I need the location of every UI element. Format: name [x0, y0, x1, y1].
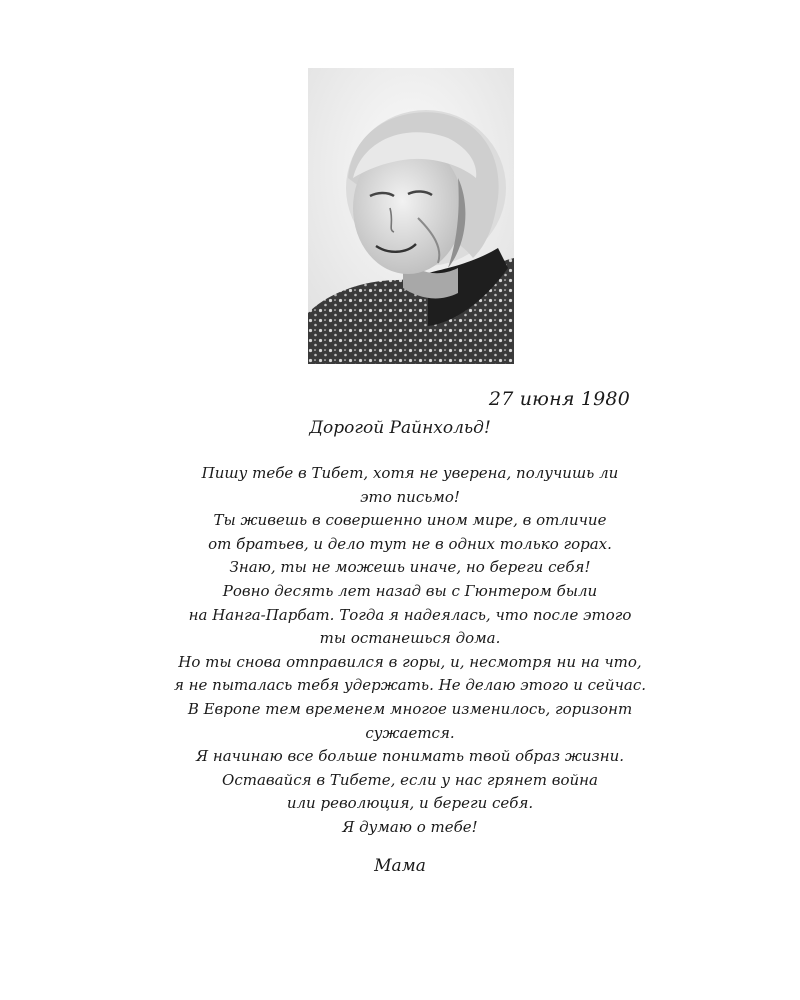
letter-line: Ровно десять лет назад вы с Гюнтером были [222, 581, 598, 600]
letter-line: я не пыталась тебя удержать. Не делаю этого и сейчас. [173, 676, 647, 695]
letter-line: В Европе тем временем многое изменилось, горизонт [187, 699, 633, 718]
letter-line: сужается. [365, 723, 455, 742]
letter-line: это письмо! [360, 487, 460, 506]
letter-line: Оставайся в Тибете, если у нас грянет война [222, 770, 598, 789]
letter-line: или революция, и береги себя. [286, 794, 534, 813]
letter-date: 27 июня 1980 [488, 388, 630, 410]
letter-line: на Нанга-Парбат. Тогда я надеялась, что после этого [188, 605, 632, 624]
letter-line: Но ты снова отправился в горы, и, несмотря ни на что, [178, 652, 642, 671]
letter-greeting: Дорогой Райнхольд! [309, 418, 491, 438]
letter-line: ты останешься дома. [319, 629, 501, 648]
letter-signature: Мама [374, 856, 426, 876]
letter-line: Я начинаю все больше понимать твой образ жизни. [195, 747, 625, 766]
letter-line: Ты живешь в совершенно ином мире, в отличие [213, 511, 607, 530]
letter-body [170, 462, 650, 840]
portrait-icon [308, 68, 514, 364]
letter-line: от братьев, и дело тут не в одних только горах. [208, 534, 612, 553]
letter-line: Знаю, ты не можешь иначе, но береги себя! [229, 558, 591, 577]
portrait-photo [308, 68, 514, 364]
letter-line: Пишу тебе в Тибет, хотя не уверена, получишь ли [201, 464, 619, 482]
letter-line: Я думаю о тебе! [342, 817, 478, 836]
